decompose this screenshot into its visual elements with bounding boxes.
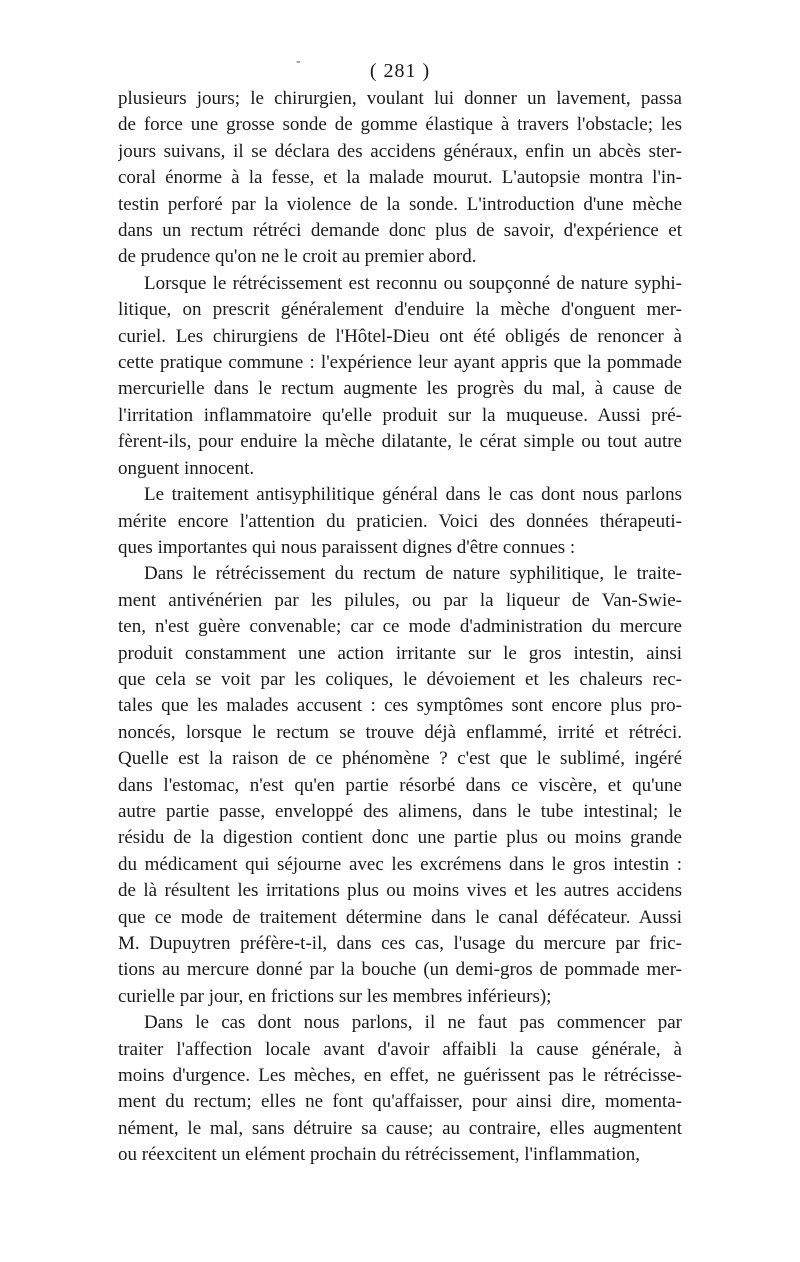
text-line: noncés, lorsque le rectum se trouve déjà enflammé, irrité et rétréci.: [118, 721, 682, 743]
text-line: nément, le mal, sans détruire sa cause; au contraire, elles augmentent: [118, 1117, 682, 1139]
text-line: coral énorme à la fesse, et la malade mourut. L'autopsie montra l'in-: [118, 167, 682, 189]
text-line: onguent innocent.: [118, 457, 255, 479]
paragraph: [118, 561, 682, 1010]
text-line: autre partie passe, enveloppé des alimens, dans le tube intestinal; le: [118, 800, 682, 822]
text-line: Le traitement antisyphilitique général dans le cas dont nous parlons: [144, 484, 682, 506]
paragraph: [118, 482, 682, 561]
text-line: de là résultent les irritations plus ou moins vives et les autres accidens: [118, 880, 682, 902]
page-number: ( 281 ): [369, 60, 431, 82]
text-line: du médicament qui séjourne avec les excrémens dans le gros intestin :: [118, 853, 682, 875]
text-line: mercurielle dans le rectum augmente les progrès du mal, à cause de: [118, 378, 682, 400]
text-line: curiel. Les chirurgiens de l'Hôtel-Dieu ont été obligés de renoncer à: [118, 325, 682, 347]
text-line: ou réexcitent un elément prochain du rétrécissement, l'inflammation,: [118, 1144, 641, 1166]
text-line: curielle par jour, en frictions sur les membres inférieurs);: [118, 985, 552, 1007]
text-line: dans l'estomac, n'est qu'en partie résorbé dans ce viscère, et qu'une: [118, 774, 682, 796]
text-line: de force une grosse sonde de gomme élastique à travers l'obstacle; les: [118, 114, 682, 136]
text-line: traiter l'affection locale avant d'avoir affaibli la cause générale, à: [118, 1038, 682, 1060]
text-line: produit constamment une action irritante sur le gros intestin, ainsi: [118, 642, 682, 664]
text-line: moins d'urgence. Les mèches, en effet, ne guérissent pas le rétrécisse-: [118, 1065, 682, 1087]
text-line: ment du rectum; elles ne font qu'affaisser, pour ainsi dire, momenta-: [118, 1091, 682, 1113]
text-line: cette pratique commune : l'expérience leur ayant appris que la pommade: [118, 352, 682, 374]
paragraph: [118, 1010, 682, 1168]
text-line: tales que les malades accusent : ces symptômes sont encore plus pro-: [118, 695, 682, 717]
paragraph: [118, 86, 682, 271]
text-line: Lorsque le rétrécissement est reconnu ou soupçonné de nature syphi-: [144, 272, 682, 294]
text-line: jours suivans, il se déclara des accidens généraux, enfin un abcès ster-: [118, 140, 682, 162]
text-line: de prudence qu'on ne le croit au premier abord.: [118, 246, 477, 268]
text-line: plusieurs jours; le chirurgien, voulant lui donner un lavement, passa: [118, 88, 682, 109]
stray-mark: -: [296, 54, 301, 69]
text-line: litique, on prescrit généralement d'enduire la mèche d'onguent mer-: [118, 299, 682, 321]
text-line: M. Dupuytren préfère-t-il, dans ces cas, l'usage du mercure par fric-: [118, 933, 682, 954]
text-line: résidu de la digestion contient donc une partie plus ou moins grande: [118, 827, 682, 849]
body-text: [118, 86, 682, 1169]
text-line: ten, n'est guère convenable; car ce mode d'administration du mercure: [118, 616, 682, 638]
text-line: ment antivénérien par les pilules, ou par la liqueur de Van-Swie-: [118, 589, 682, 611]
text-line: que cela se voit par les coliques, le dévoiement et les chaleurs rec-: [118, 668, 682, 690]
text-line: tions au mercure donné par la bouche (un demi-gros de pommade mer-: [118, 959, 682, 981]
text-line: que ce mode de traitement détermine dans le canal défécateur. Aussi: [118, 906, 682, 928]
text-line: Quelle est la raison de ce phénomène ? c'est que le sublimé, ingéré: [118, 748, 682, 770]
text-line: ques importantes qui nous paraissent dignes d'être connues :: [118, 536, 576, 558]
text-line: Dans le cas dont nous parlons, il ne faut pas commencer par: [144, 1012, 682, 1034]
text-line: fèrent-ils, pour enduire la mèche dilatante, le cérat simple ou tout autre: [118, 431, 682, 453]
text-line: dans un rectum rétréci demande donc plus de savoir, d'expérience et: [118, 220, 682, 242]
paragraph: [118, 271, 682, 482]
text-line: mérite encore l'attention du praticien. Voici des données thérapeuti-: [118, 510, 682, 532]
text-line: testin perforé par la violence de la sonde. L'introduction d'une mèche: [118, 193, 682, 215]
text-line: Dans le rétrécissement du rectum de nature syphilitique, le traite-: [144, 563, 682, 585]
text-line: l'irritation inflammatoire qu'elle produit sur la muqueuse. Aussi pré-: [118, 404, 682, 426]
